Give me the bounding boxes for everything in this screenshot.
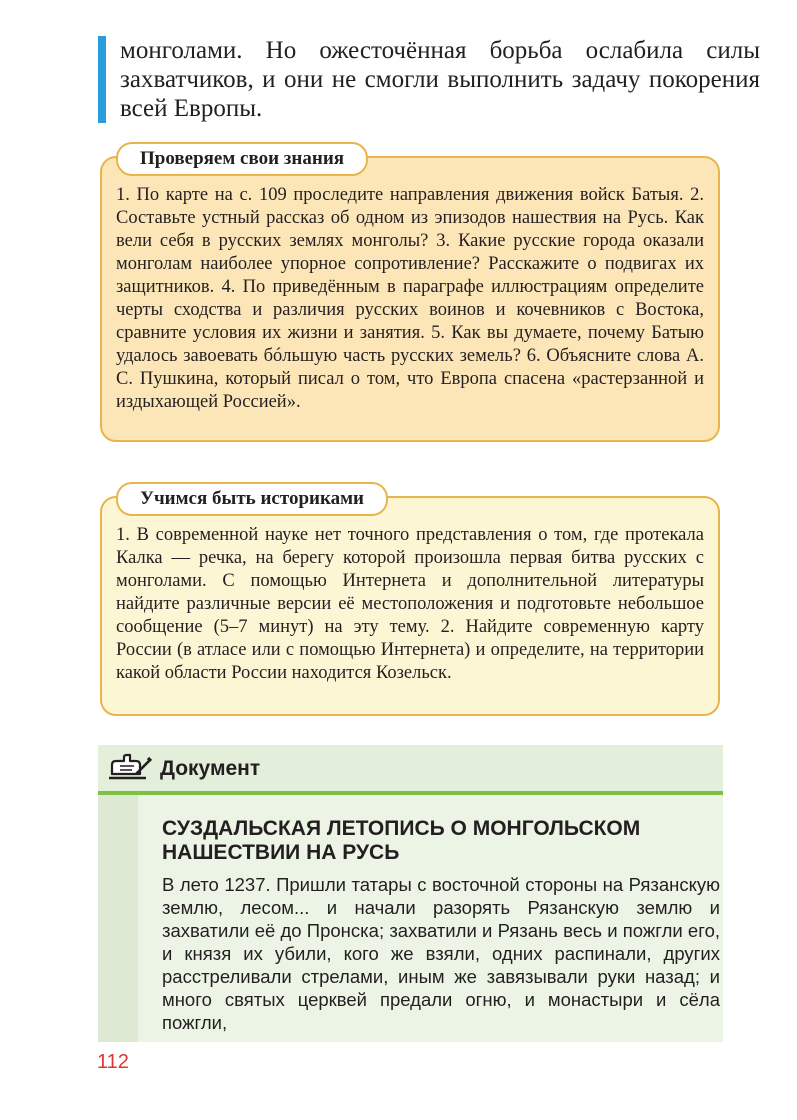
document-header bbox=[98, 745, 723, 795]
intro-text: монголами. Но ожесточённая борьба ослабила силы захватчиков, и они не смогли выполнить задачу покорения всей Европы. bbox=[120, 37, 760, 122]
check-knowledge-title: Проверяем свои знания bbox=[116, 142, 368, 176]
document-title: СУЗДАЛЬСКАЯ ЛЕТОПИСЬ О МОНГОЛЬСКОМ НАШЕСТВИИ НА РУСЬ bbox=[162, 817, 641, 864]
check-knowledge-text: 1. По карте на с. 109 проследите направления движения войск Батыя. 2. Составьте устный рассказ об одном из эпизодов нашествия на Русь. Как вели себя в русских землях монголы? 3. Какие русские города оказали монголам наиболее упорное сопротивление? Расскажите о подвигах их защитников. 4. По приведённым в параграфе иллюстрациям определите черты сходства и различия русских воинов и кочевников с Востока, сравните условия их жизни и занятия. 5. Как вы думаете, почему Батыю удалось завоевать бóльшую часть русских земель? 6. Объясните слова А. С. Пушкина, который писал о том, что Европа спасена «растерзанной и издыхающей Россией». bbox=[116, 185, 704, 412]
document-label: Документ bbox=[160, 757, 261, 780]
learn-historian-text: 1. В современной науке нет точного представления о том, где протекала Калка — речка, на берегу которой произошла первая битва русских с монголами. С помощью Интернета и дополнительной литературы найдите различные версии её местоположения и подготовьте небольшое сообщение (5–7 минут) на эту тему. 2. Найдите современную карту России (в атласе или с помощью Интернета) и определите, на территории какой области России находится Козельск. bbox=[116, 525, 704, 683]
document-text: В лето 1237. Пришли татары с восточной стороны на Рязанскую землю, лесом... и начали разорять Рязанскую землю и захватили её до Пронска; захватили и Рязань весь и пожгли его, и князя их убили, кого же взяли, одних распинали, других расстреливали стрелами, иным же завязывали руки назад; и много святых церквей предали огню, и монастыри и сёла пожгли, bbox=[162, 874, 720, 1033]
intro-paragraph bbox=[98, 36, 760, 123]
check-knowledge-box bbox=[100, 148, 720, 442]
document-body bbox=[98, 795, 723, 1042]
learn-historian-box bbox=[100, 488, 720, 716]
writing-hand-icon bbox=[106, 753, 152, 787]
learn-historian-title: Учимся быть историками bbox=[116, 482, 388, 516]
page-number: 112 bbox=[97, 1051, 129, 1073]
document-stripe bbox=[98, 795, 138, 1042]
